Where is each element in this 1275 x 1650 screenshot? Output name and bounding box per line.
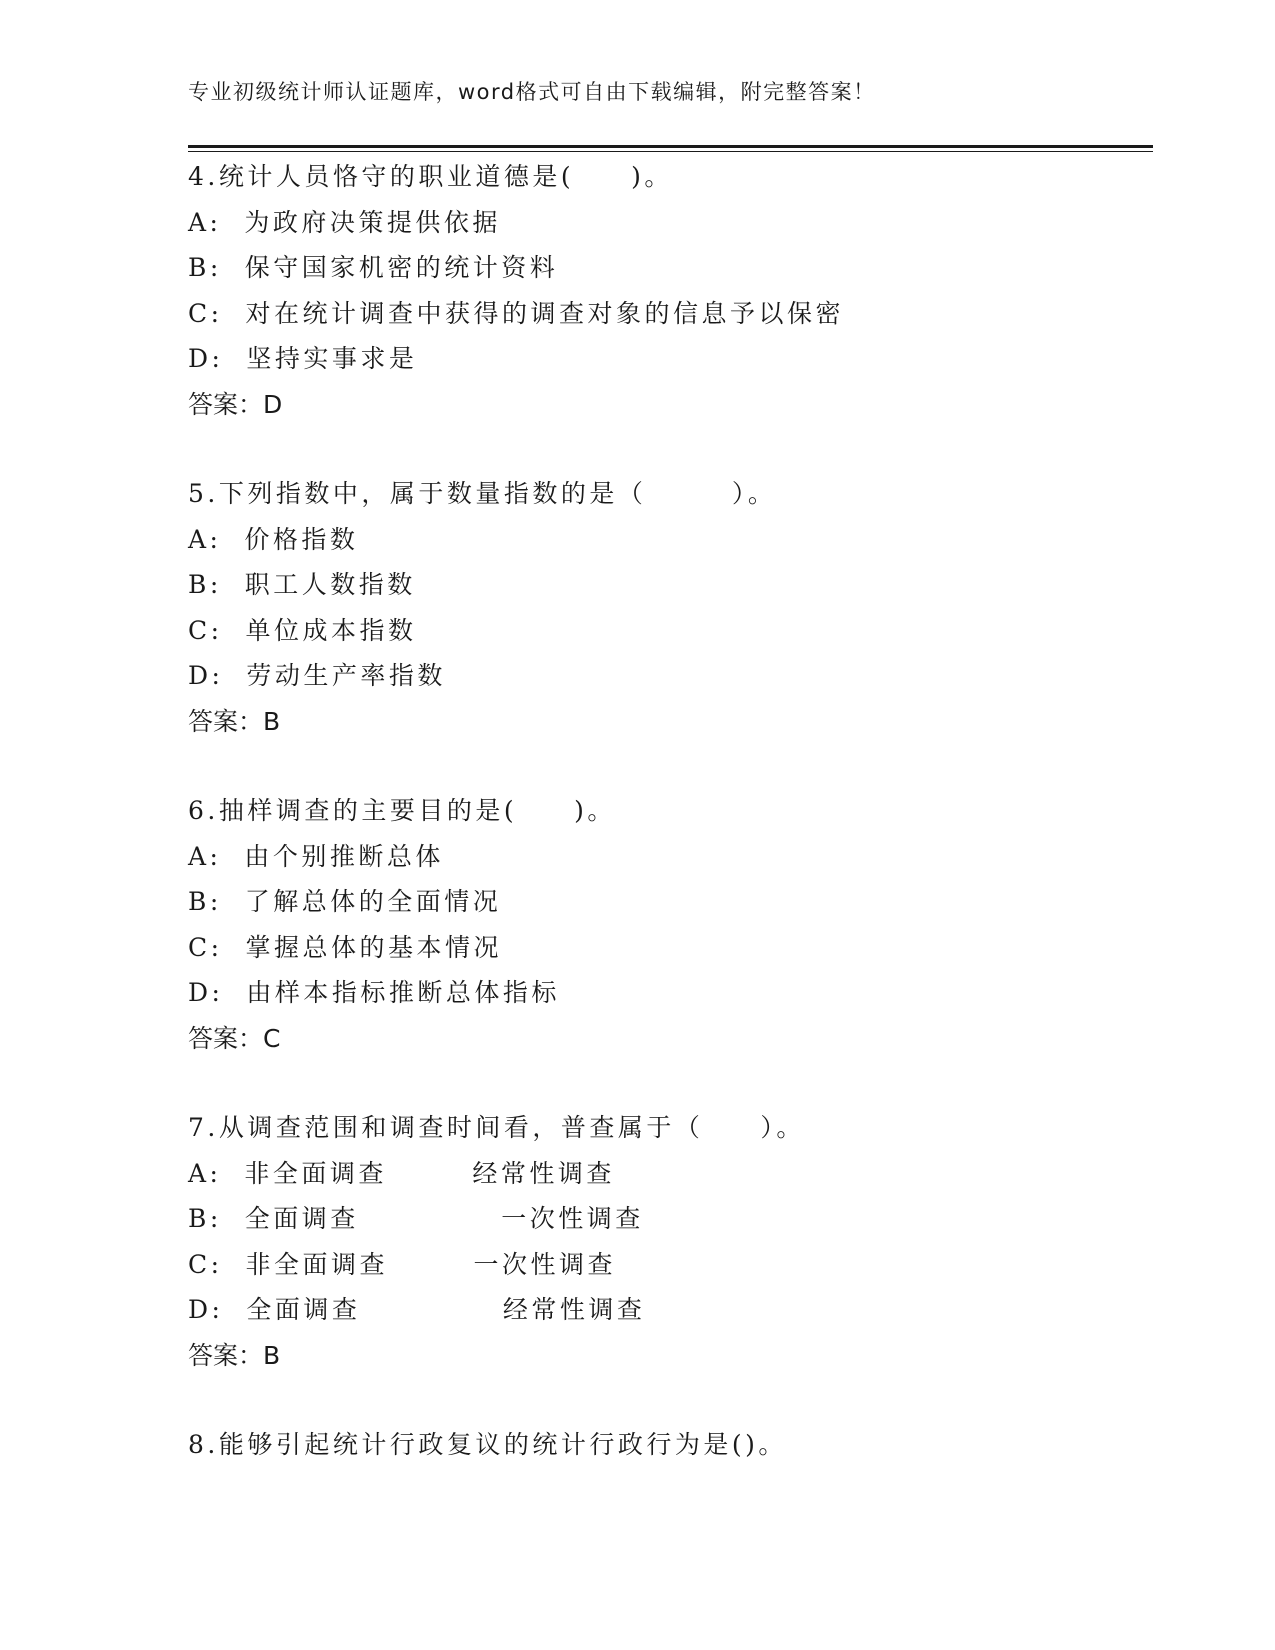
option-d: D: 劳动生产率指数	[188, 661, 446, 690]
question-stem: 8.能够引起统计行政复议的统计行政行为是()。	[188, 1430, 787, 1459]
question-8	[188, 1422, 1153, 1468]
header-note: 专业初级统计师认证题库，word格式可自由下载编辑，附完整答案！	[188, 80, 876, 104]
option-c: C: 单位成本指数	[188, 615, 417, 645]
option-a: A: 价格指数	[188, 524, 359, 554]
option-c: C: 掌握总体的基本情况	[188, 932, 502, 962]
header-rule-thin	[188, 151, 1153, 152]
option-d: D: 坚持实事求是	[188, 344, 418, 373]
question-stem: 6.抽样调查的主要目的是( )。	[188, 796, 616, 825]
question-6	[188, 788, 1153, 1061]
option-a: A: 非全面调查 经常性调查	[188, 1158, 615, 1188]
question-4	[188, 154, 1153, 427]
question-stem: 7.从调查范围和调查时间看，普查属于（ ）。	[188, 1113, 805, 1142]
header-rule-thick	[188, 145, 1153, 148]
answer: 答案：D	[188, 389, 283, 419]
option-b: B: 保守国家机密的统计资料	[188, 253, 559, 282]
option-b: B: 职工人数指数	[188, 570, 416, 599]
option-d: D: 全面调查 经常性调查	[188, 1295, 646, 1324]
option-b: B: 全面调查 一次性调查	[188, 1204, 644, 1233]
question-stem: 5.下列指数中，属于数量指数的是（ ）。	[188, 479, 777, 508]
option-a: A: 为政府决策提供依据	[188, 207, 501, 237]
question-stem: 4.统计人员恪守的职业道德是( )。	[188, 162, 673, 191]
question-7	[188, 1105, 1153, 1378]
answer: 答案：C	[188, 1023, 281, 1053]
answer: 答案：B	[188, 1340, 281, 1370]
option-c: C: 非全面调查 一次性调查	[188, 1249, 616, 1279]
option-c: C: 对在统计调查中获得的调查对象的信息予以保密	[188, 298, 844, 328]
option-a: A: 由个别推断总体	[188, 841, 444, 871]
option-b: B: 了解总体的全面情况	[188, 887, 502, 916]
question-5	[188, 471, 1153, 744]
answer: 答案：B	[188, 706, 281, 736]
option-d: D: 由样本指标推断总体指标	[188, 978, 560, 1007]
